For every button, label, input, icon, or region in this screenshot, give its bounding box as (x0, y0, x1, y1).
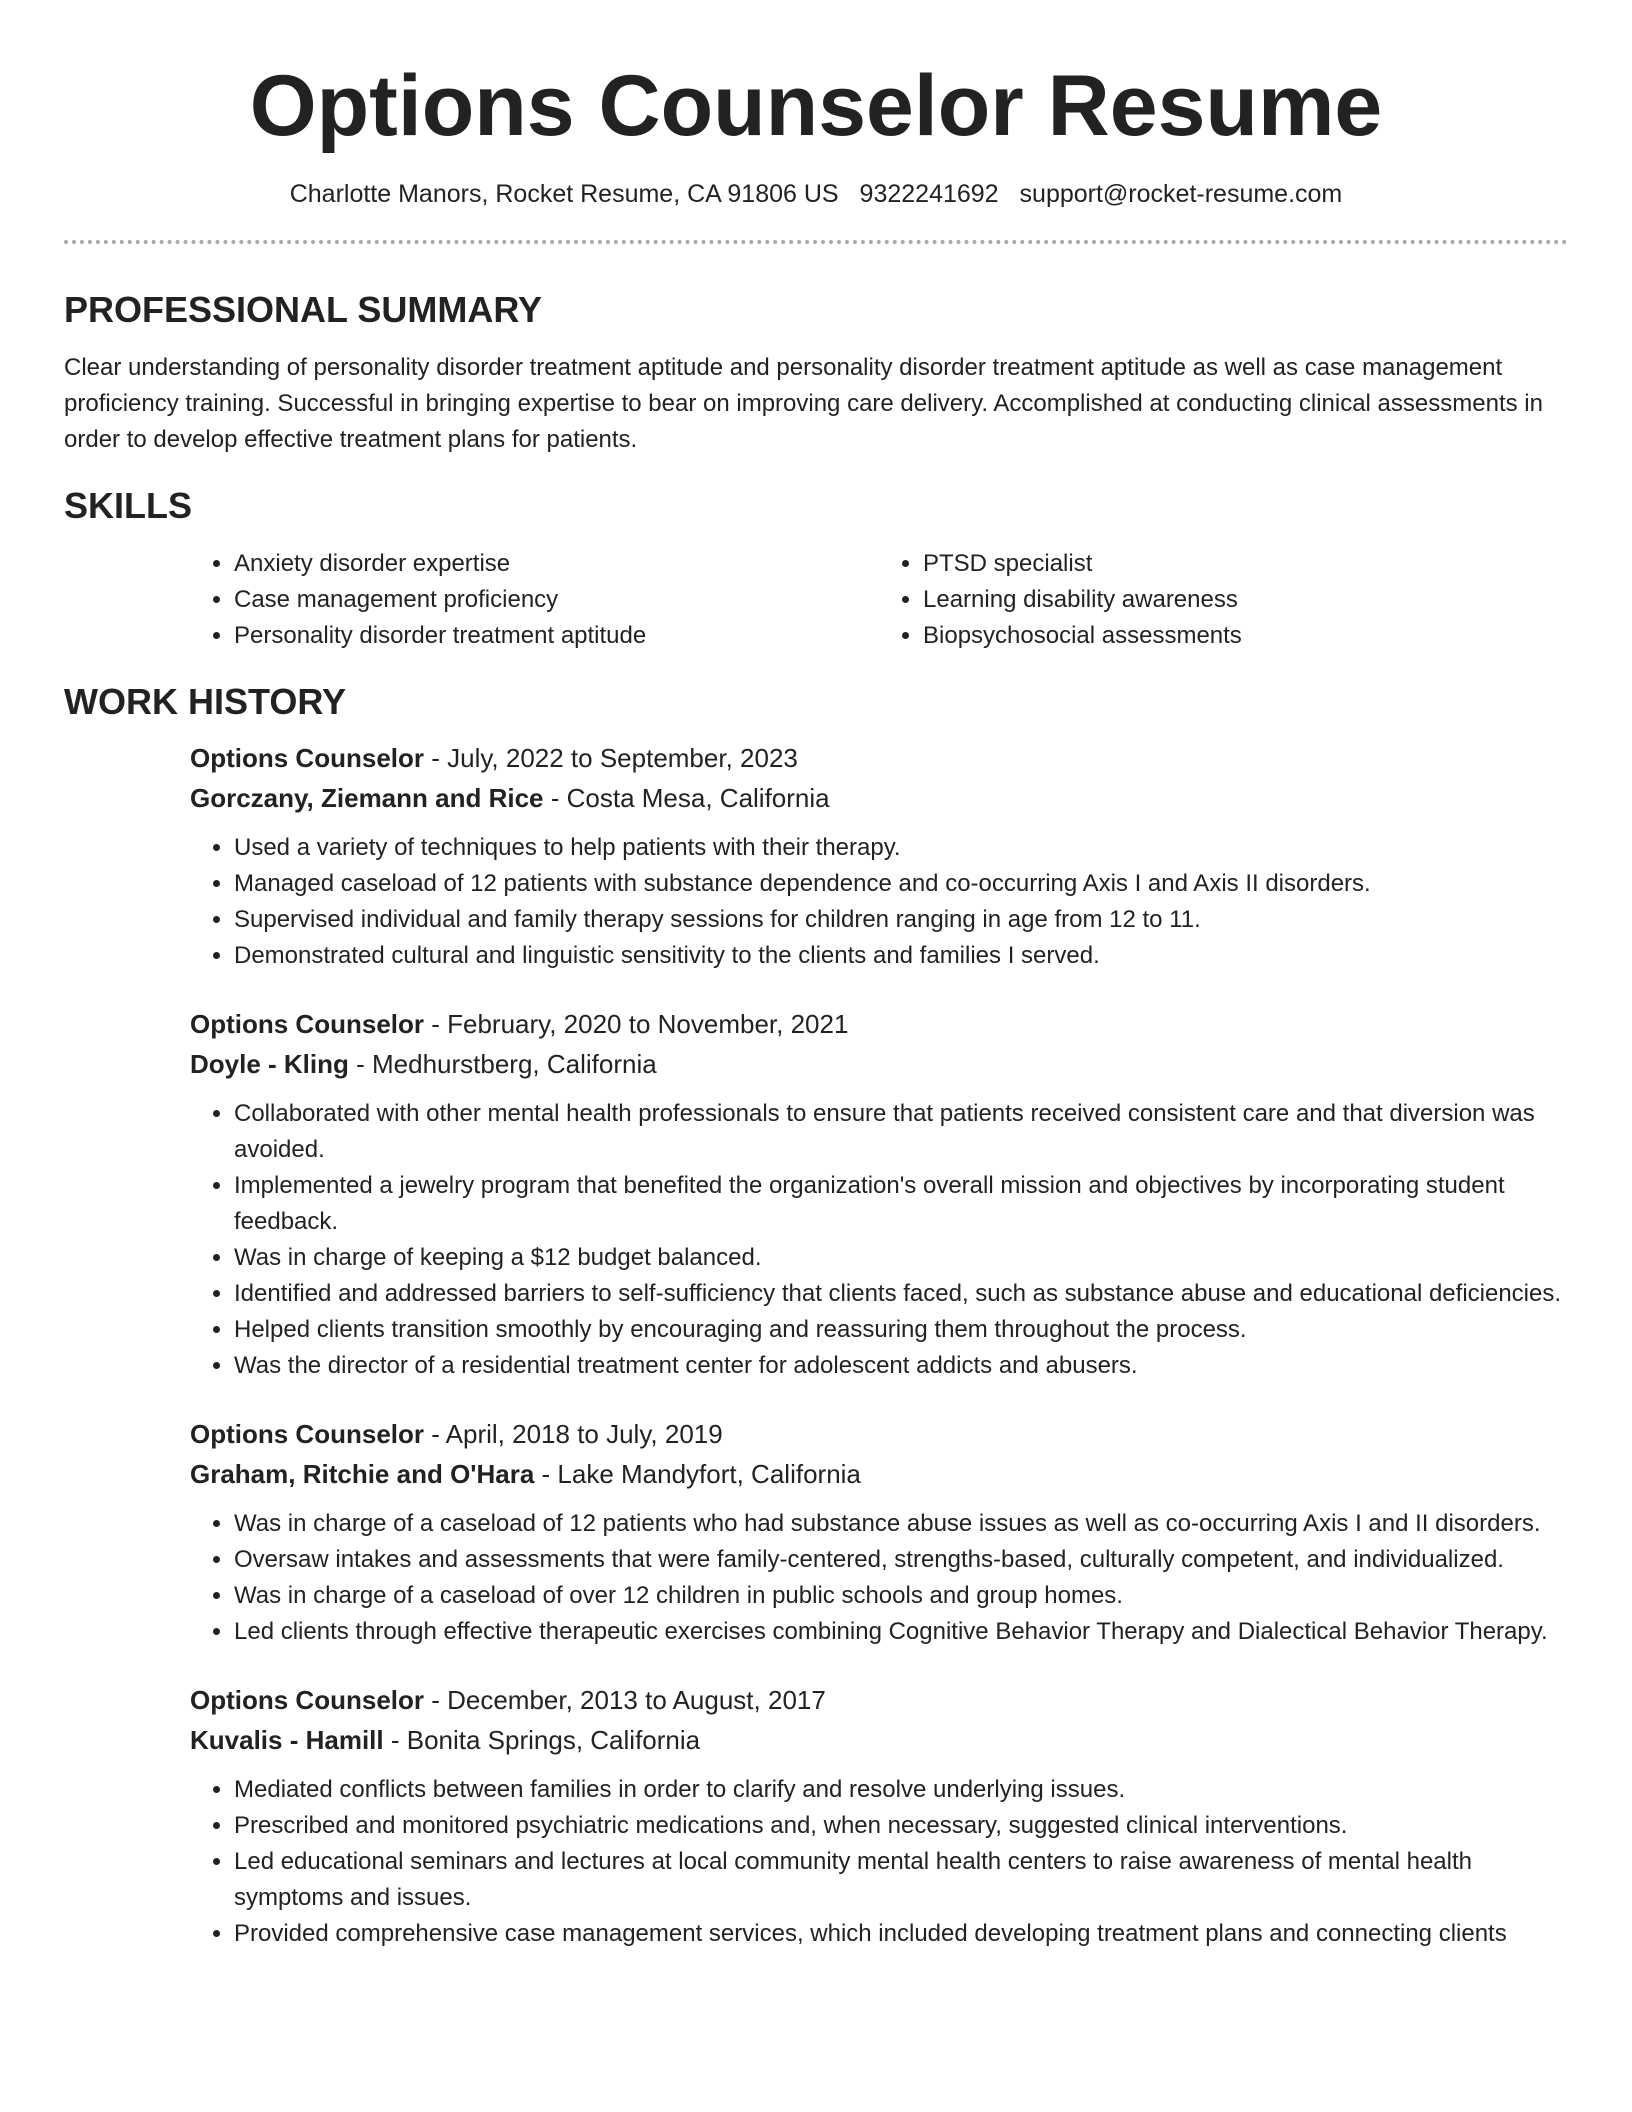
job-bullets (190, 1772, 1568, 1952)
job-dates: - April, 2018 to July, 2019 (424, 1419, 723, 1449)
job-entry (190, 1004, 1568, 1384)
company-location: - Lake Mandyfort, California (534, 1459, 861, 1489)
job-bullet: • Mediated conflicts between families in order to clarify and resolve underlying issues. (234, 1772, 1568, 1808)
skills-heading: SKILLS (64, 485, 193, 526)
contact-line (64, 176, 1568, 212)
company-line (190, 1044, 1568, 1084)
job-entry (190, 738, 1568, 974)
job-title: Options Counselor (190, 743, 424, 773)
job-bullet: • Helped clients transition smoothly by encouraging and reassuring them throughout the process. (234, 1312, 1568, 1348)
resume-page (64, 0, 1568, 1952)
job-title: Options Counselor (190, 1685, 424, 1715)
job-bullet: • Oversaw intakes and assessments that were family-centered, strengths-based, culturally competent, and individualized. (234, 1542, 1568, 1578)
company-location: - Costa Mesa, California (543, 783, 830, 813)
job-title-line (190, 1004, 1568, 1044)
skill-item: • Case management proficiency (234, 582, 879, 618)
job-bullet: • Demonstrated cultural and linguistic sensitivity to the clients and families I served. (234, 938, 1568, 974)
job-bullet: • Led clients through effective therapeutic exercises combining Cognitive Behavior Therapy and Dialectical Behavior Therapy. (234, 1614, 1568, 1650)
job-dates: - February, 2020 to November, 2021 (424, 1009, 849, 1039)
job-bullet: • Identified and addressed barriers to self-sufficiency that clients faced, such as substance abuse and educational deficiencies. (234, 1276, 1568, 1312)
summary-text: Clear understanding of personality disorder treatment aptitude and personality disorder treatment aptitude as well as case management proficiency training. Successful in bringing expertise to bear on improving care delivery. Accomplished at conducting clinical assessments in order to develop effective treatment plans for patients. (64, 354, 1543, 453)
company-location: - Medhurstberg, California (348, 1049, 657, 1079)
job-bullets (190, 1506, 1568, 1650)
contact-email: support@rocket-resume.com (1019, 180, 1343, 208)
skill-item: • Biopsychosocial assessments (923, 618, 1568, 654)
job-title: Options Counselor (190, 1419, 424, 1449)
job-title-line (190, 1680, 1568, 1720)
job-title: Options Counselor (190, 1009, 424, 1039)
work-heading: WORK HISTORY (64, 681, 347, 722)
company-name: Graham, Ritchie and O'Hara (190, 1459, 535, 1489)
skill-item: • Anxiety disorder expertise (234, 546, 879, 582)
header-divider (64, 240, 1568, 244)
skills-list (190, 546, 1568, 654)
company-name: Doyle - Kling (190, 1049, 349, 1079)
job-bullet: • Supervised individual and family therapy sessions for children ranging in age from 12 to 11. (234, 902, 1568, 938)
skills-column-right (879, 546, 1568, 654)
job-bullet: • Was in charge of a caseload of over 12 children in public schools and group homes. (234, 1578, 1568, 1614)
job-bullets (190, 1096, 1568, 1384)
contact-phone: 9322241692 (859, 180, 999, 208)
skill-item: • PTSD specialist (923, 546, 1568, 582)
job-bullet: • Prescribed and monitored psychiatric medications and, when necessary, suggested clinical interventions. (234, 1808, 1568, 1844)
job-entry (190, 1414, 1568, 1650)
job-title-line (190, 738, 1568, 778)
job-bullet: • Was in charge of keeping a $12 budget balanced. (234, 1240, 1568, 1276)
job-bullet: • Provided comprehensive case management services, which included developing treatment plans and connecting clients (234, 1916, 1568, 1952)
job-dates: - July, 2022 to September, 2023 (424, 743, 798, 773)
company-name: Kuvalis - Hamill (190, 1725, 384, 1755)
skill-item: • Personality disorder treatment aptitude (234, 618, 879, 654)
job-bullet: • Was in charge of a caseload of 12 patients who had substance abuse issues as well as co-occurring Axis I and II disorders. (234, 1506, 1568, 1542)
skill-item: • Learning disability awareness (923, 582, 1568, 618)
job-title-line (190, 1414, 1568, 1454)
summary-heading: PROFESSIONAL SUMMARY (64, 289, 543, 330)
job-bullet: • Led educational seminars and lectures at local community mental health centers to raise awareness of mental health symptoms and issues. (234, 1844, 1568, 1916)
job-bullets (190, 830, 1568, 974)
job-bullet: • Managed caseload of 12 patients with substance dependence and co-occurring Axis I and Axis II disorders. (234, 866, 1568, 902)
company-line (190, 1720, 1568, 1760)
job-entry (190, 1680, 1568, 1952)
job-bullet: • Was the director of a residential treatment center for adolescent addicts and abusers. (234, 1348, 1568, 1384)
skills-column-left (190, 546, 879, 654)
company-line (190, 778, 1568, 818)
job-bullet: • Collaborated with other mental health professionals to ensure that patients received consistent care and that diversion was avoided. (234, 1096, 1568, 1168)
job-dates: - December, 2013 to August, 2017 (424, 1685, 826, 1715)
company-line (190, 1454, 1568, 1494)
company-name: Gorczany, Ziemann and Rice (190, 783, 544, 813)
company-location: - Bonita Springs, California (383, 1725, 701, 1755)
contact-address: Charlotte Manors, Rocket Resume, CA 91806 US (289, 180, 839, 208)
resume-title: Options Counselor Resume (249, 58, 1383, 154)
job-bullet: • Implemented a jewelry program that benefited the organization's overall mission and objectives by incorporating student feedback. (234, 1168, 1568, 1240)
job-bullet: • Used a variety of techniques to help patients with their therapy. (234, 830, 1568, 866)
